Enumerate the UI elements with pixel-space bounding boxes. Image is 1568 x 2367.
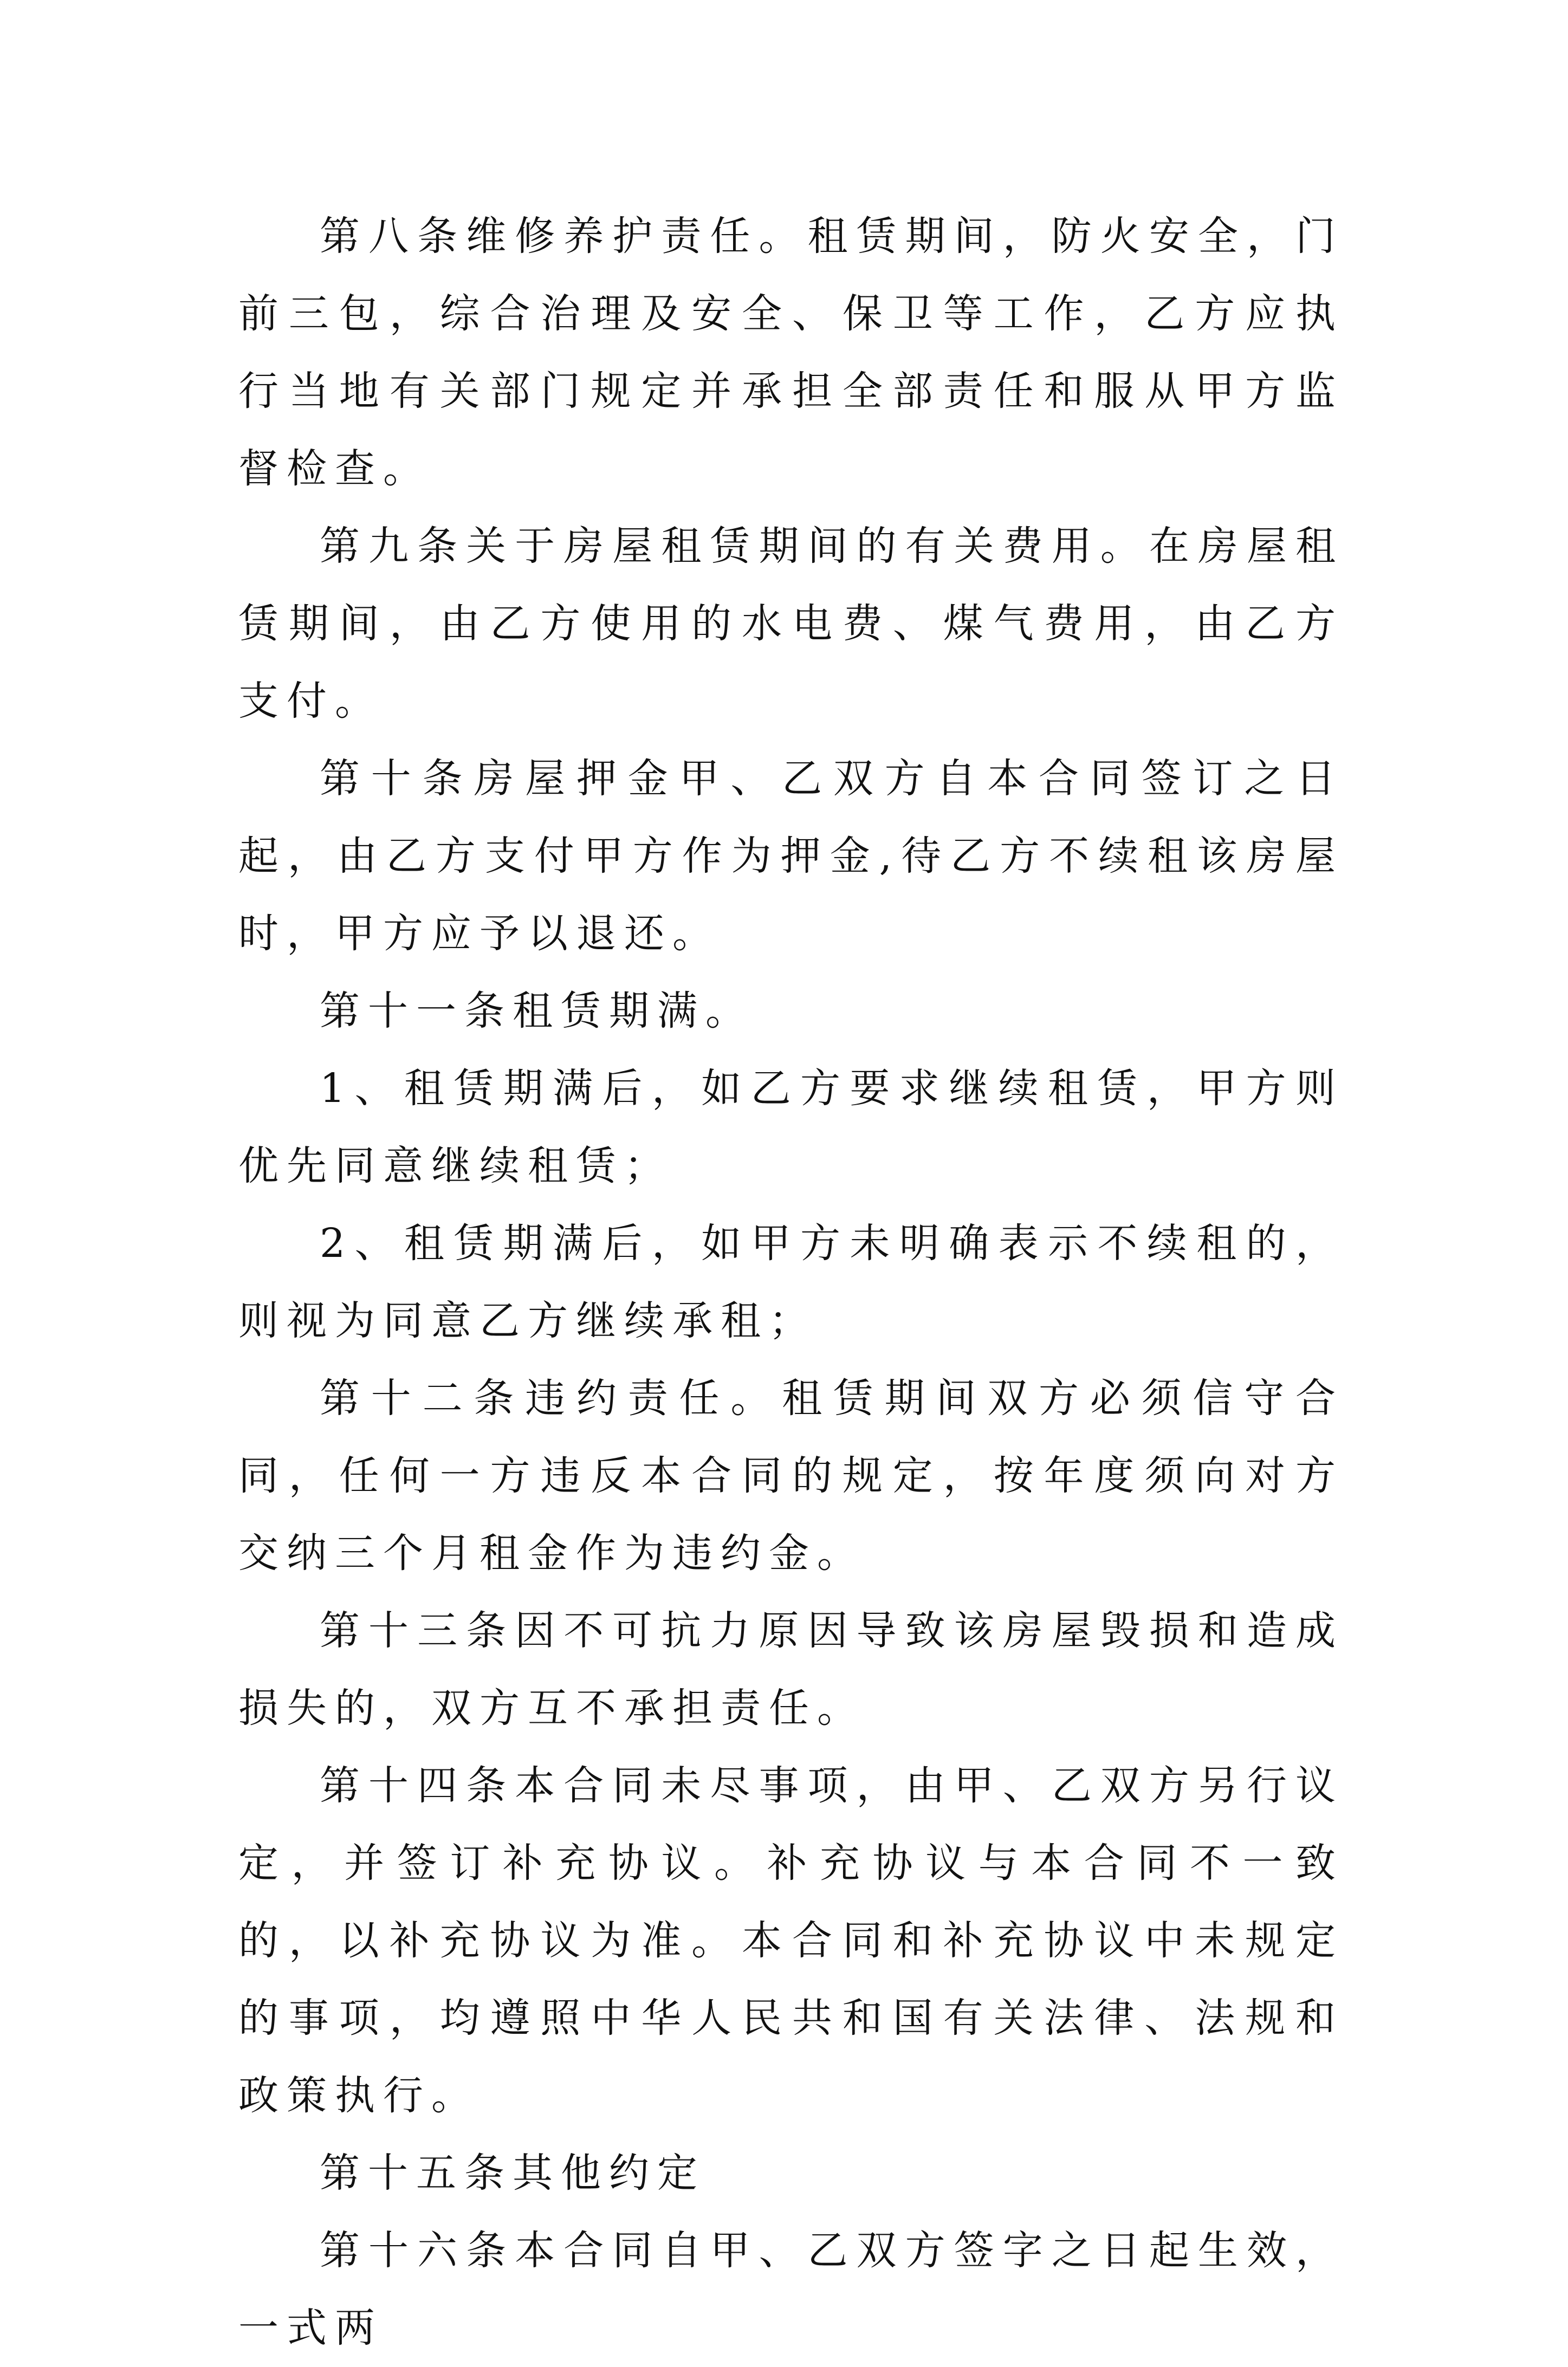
clause-16-paragraph: 第十六条本合同自甲、乙双方签字之日起生效，一式两: [238, 2227, 1344, 2351]
clause-11-item-2: 2、租赁期满后，如甲方未明确表示不续租的，则视为同意乙方继续承租；: [238, 1220, 1344, 1344]
clause-11-heading: 第十一条租赁期满。: [320, 988, 754, 1034]
clause-14-paragraph: 第十四条本合同未尽事项，由甲、乙双方另行议定，并签订补充协议。补充协议与本合同不一致的，以补充协议为准。本合同和补充协议中未规定的事项，均遵照中华人民共和国有关法律、法规和政策执行。: [238, 1762, 1344, 2119]
document-body: [238, 198, 1344, 2367]
clause-10-paragraph: 第十条房屋押金甲、乙双方自本合同签订之日起，由乙方支付甲方作为押金,待乙方不续租该房屋时，甲方应予以退还。: [238, 755, 1344, 957]
clause-15-paragraph: 第十五条其他约定: [320, 2150, 705, 2196]
clause-13-paragraph: 第十三条因不可抗力原因导致该房屋毁损和造成损失的，双方互不承担责任。: [238, 1607, 1344, 1732]
clause-8-paragraph: 第八条维修养护责任。租赁期间，防火安全，门前三包，综合治理及安全、保卫等工作，乙方应执行当地有关部门规定并承担全部责任和服从甲方监督检查。: [238, 213, 1344, 492]
clause-11-item-1: 1、租赁期满后，如乙方要求继续租赁，甲方则优先同意继续租赁；: [238, 1065, 1344, 1189]
clause-12-paragraph: 第十二条违约责任。租赁期间双方必须信守合同，任何一方违反本合同的规定，按年度须向对方交纳三个月租金作为违约金。: [238, 1375, 1344, 1577]
clause-9-paragraph: 第九条关于房屋租赁期间的有关费用。在房屋租赁期间，由乙方使用的水电费、煤气费用，由乙方支付。: [238, 523, 1344, 724]
